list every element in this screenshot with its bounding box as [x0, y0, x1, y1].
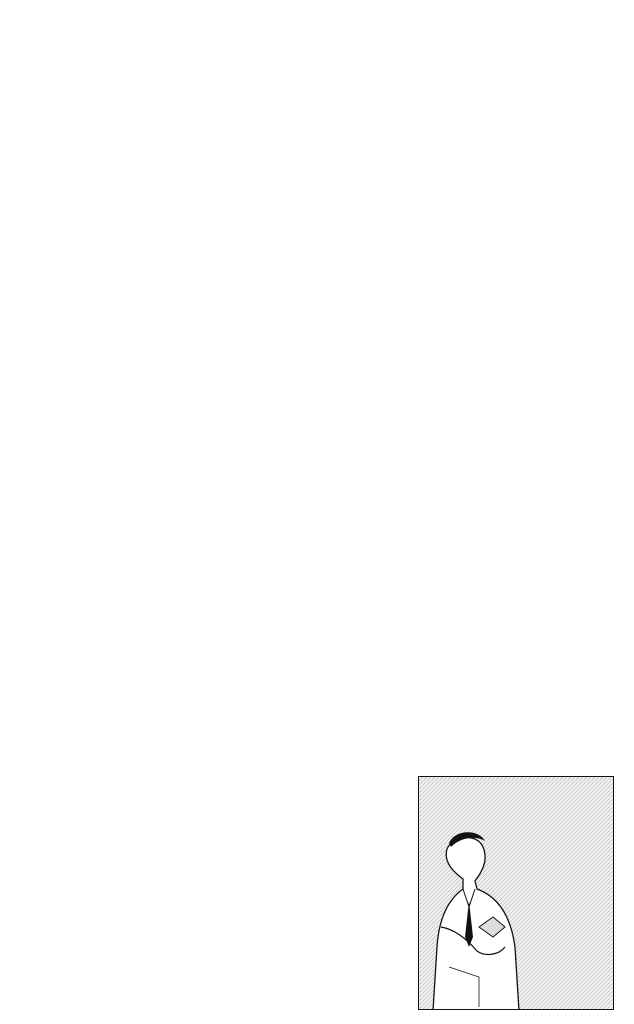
- right-column: [314, 4, 616, 100]
- next-issue-cover: [418, 776, 614, 1010]
- left-column: [28, 34, 294, 46]
- cover-illustration: [419, 777, 614, 1010]
